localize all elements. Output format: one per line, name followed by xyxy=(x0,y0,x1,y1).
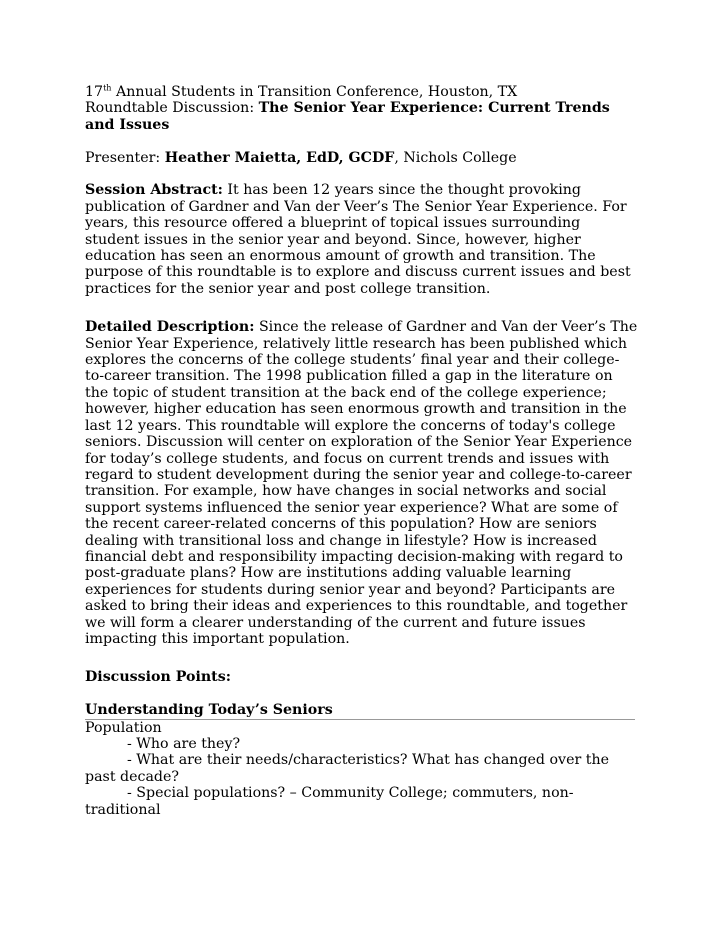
list-item-cont: traditional xyxy=(85,801,161,818)
description-line: explores the concerns of the college students’ final year and their college- xyxy=(85,352,620,369)
presenter-line xyxy=(85,150,637,166)
abstract-line: practices for the senior year and post college transition. xyxy=(85,280,491,297)
discussion-heading-text: Discussion Points: xyxy=(85,669,231,686)
abstract-line: publication of Gardner and Van der Veer’s The Senior Year Experience. For xyxy=(85,198,627,215)
list-item: - Special populations? – Community College; commuters, non- xyxy=(127,785,574,802)
description-line: experiences for students during senior year and beyond? Participants are xyxy=(85,581,616,598)
document-page xyxy=(85,84,637,818)
presenter-label: Presenter: xyxy=(85,149,165,166)
description-line: Senior Year Experience, relatively little research has been published which xyxy=(85,335,628,352)
conference-line xyxy=(85,84,637,100)
population-subheading: Population xyxy=(85,719,162,736)
description-line: for today’s college students, and focus on current trends and issues with xyxy=(85,450,610,467)
presenter-affiliation: , Nichols College xyxy=(394,149,517,166)
description-label: Detailed Description: xyxy=(85,319,255,336)
description-line: we will form a clearer understanding of the current and future issues xyxy=(85,614,586,631)
conference-ordinal: th xyxy=(103,83,112,93)
abstract-line: purpose of this roundtable is to explore and discuss current issues and best xyxy=(85,264,631,281)
detailed-description xyxy=(85,319,637,647)
presenter-name: Heather Maietta, EdD, GCDF xyxy=(164,149,395,166)
roundtable-title-cont-text: and Issues xyxy=(85,116,170,133)
list-item-cont: past decade? xyxy=(85,768,179,785)
roundtable-label: Roundtable Discussion: xyxy=(85,100,259,117)
abstract-line: It has been 12 years since the thought provoking xyxy=(222,182,581,199)
section-title xyxy=(85,702,635,719)
description-line: last 12 years. This roundtable will explore the concerns of today's college xyxy=(85,417,616,434)
description-line: financial debt and responsibility impacting decision-making with regard to xyxy=(85,548,623,565)
description-line: the topic of student transition at the back end of the college experience; xyxy=(85,384,607,401)
section-title-text: Understanding Today’s Seniors xyxy=(85,702,333,719)
conference-name: Annual Students in Transition Conference, Houston, TX xyxy=(111,84,518,100)
roundtable-line xyxy=(85,100,637,116)
abstract-line: years, this resource offered a blueprint of topical issues surrounding xyxy=(85,215,581,232)
description-line: regard to student development during the senior year and college-to-career xyxy=(85,466,632,483)
roundtable-title-cont xyxy=(85,117,637,133)
conference-number: 17 xyxy=(85,84,104,100)
discussion-heading xyxy=(85,669,637,685)
description-line: support systems influenced the senior year experience? What are some of xyxy=(85,499,618,516)
description-line: asked to bring their ideas and experiences to this roundtable, and together xyxy=(85,598,628,615)
description-line: dealing with transitional loss and change in lifestyle? How is increased xyxy=(85,532,597,549)
description-line: transition. For example, how have changes in social networks and social xyxy=(85,483,607,500)
session-abstract xyxy=(85,182,637,297)
description-line: Since the release of Gardner and Van der Veer’s The xyxy=(254,319,638,336)
description-line: impacting this important population. xyxy=(85,630,350,647)
abstract-line: education has seen an enormous amount of growth and transition. The xyxy=(85,248,596,265)
description-line: the recent career-related concerns of this population? How are seniors xyxy=(85,516,597,533)
list-item: - Who are they? xyxy=(127,735,241,752)
description-line: however, higher education has seen enormous growth and transition in the xyxy=(85,401,627,418)
description-line: to-career transition. The 1998 publication filled a gap in the literature on xyxy=(85,368,613,385)
description-line: post-graduate plans? How are institutions adding valuable learning xyxy=(85,565,572,582)
roundtable-title: The Senior Year Experience: Current Trends xyxy=(258,100,610,117)
abstract-line: student issues in the senior year and beyond. Since, however, higher xyxy=(85,231,581,248)
description-line: seniors. Discussion will center on exploration of the Senior Year Experience xyxy=(85,434,633,451)
abstract-label: Session Abstract: xyxy=(85,182,223,199)
list-item: - What are their needs/characteristics? What has changed over the xyxy=(127,752,609,769)
